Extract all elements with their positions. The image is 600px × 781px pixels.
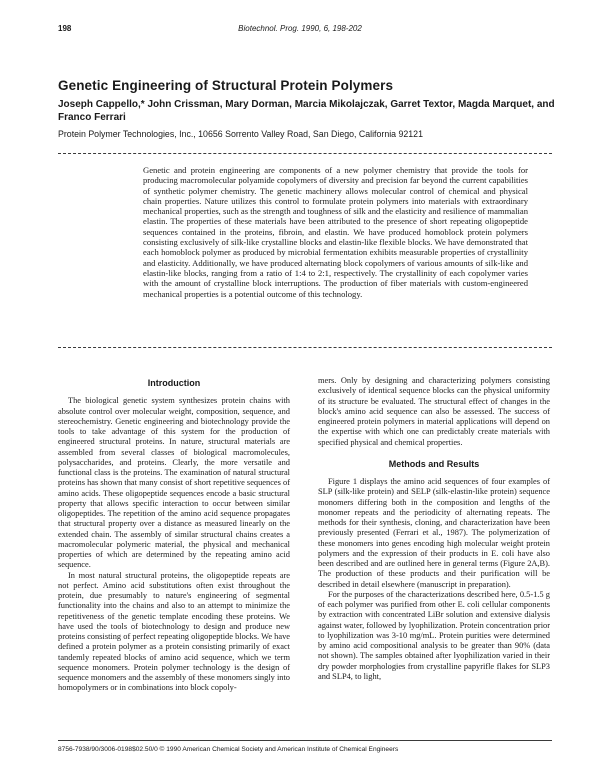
right-column <box>318 376 550 682</box>
running-head: Biotechnol. Prog. 1990, 6, 198-202 <box>238 24 362 33</box>
body-paragraph: For the purposes of the characterizations described here, 0.5-1.5 g of each polymer was purified from other E. coli cellular components by extraction with concentrated LiBr solution and extensive dialysis against water, followed by lyophilization. Protein concentration prior to lyophilization was 3-10 mg/mL. Protein purities were determined by amino acid compositional analysis to be greater than 90% (data not shown). The samples obtained after lyophilization varied in their dry powder morphologies from crystalline papyrifle flakes for SLP3 and SLP4, to light, <box>318 589 550 681</box>
section-heading-introduction: Introduction <box>147 378 201 388</box>
abstract-top-rule <box>58 153 552 154</box>
abstract-bottom-rule <box>58 347 552 348</box>
affiliation: Protein Polymer Technologies, Inc., 10656 Sorrento Valley Road, San Diego, California 92121 <box>58 129 423 139</box>
article-title: Genetic Engineering of Structural Protein Polymers <box>58 78 394 93</box>
body-paragraph: Figure 1 displays the amino acid sequences of four examples of SLP (silk-like protein) and SELP (silk-elastin-like protein) sequence monomers differing both in the composition and lengths of the monomer repeats and the periodicity of alternating repeats. The methods for their synthesis, cloning, and characterization have been previously presented (Ferrari et al., 1987). The polymerization of these monomers into genes encoding high molecular weight protein polymers and the expression of their products in E. coli have also been described and are outlined here in general terms (Figure 2A,B). The production of these products and their purification will be described in detail elsewhere (manuscript in preparation). <box>318 477 550 589</box>
section-heading-methods-and-results: Methods and Results <box>388 458 480 469</box>
footer-rule <box>58 740 552 741</box>
body-paragraph: The biological genetic system synthesizes protein chains with absolute control over molecular weight, composition, sequence, and stereochemistry. Genetic engineering and biotechnology provide the tools to take advantage of this system for the production of engineered structural proteins. In nature, structural materials are assembled from several classes of biological macromolecules, polysaccharides, and proteins. Clearly, the more versatile and functional class is the proteins. The examination of natural structural proteins has shown that many consist of short repetitive sequences of amino acids. These oligopeptide sequences encode a basic structural property that allows specific interaction to occur between similar oligopeptides. The repetition of the amino acid sequence propagates that structural property over a distance as measured linearly on the extended chain. The assembly of similar structural chains creates a macromolecular polymeric material, the physical and mechanical properties of which are determined by the repeating amino acid sequence. <box>58 396 290 570</box>
abstract: Genetic and protein engineering are components of a new polymer chemistry that provide the tools for producing macromolecular polyamide copolymers of diversity and precision far beyond the current capabilities of synthetic polymer chemistry. The genetic machinery allows molecular control of chemical and physical chain properties. Nature utilizes this control to formulate protein polymers into materials with extraordinary mechanical properties, such as the strength and toughness of silk and the elasticity and resilience of mammalian elastin. The properties of these materials have been attributed to the presence of short repeating oligopeptide sequences contained in the proteins, fibroin, and elastin. We have produced homoblock protein polymers consisting exclusively of silk-like crystalline blocks and elastin-like flexible blocks. We have demonstrated that each homoblock polymer as produced by microbial fermentation exhibits measurable properties of crystallinity and elasticity. Additionally, we have produced alternating block copolymers of various amounts of silk-like and elastin-like blocks, ranging from a ratio of 1:4 to 2:1, respectively. The crystallinity of each copolymer varies with the amount of crystalline block interruptions. The production of fiber materials with custom-engineered mechanical properties is a potential outcome of this technology. <box>143 165 528 299</box>
page-number: 198 <box>58 24 72 33</box>
body-paragraph-continued: mers. Only by designing and characterizing polymers consisting exclusively of identical sequence blocks can the physical uniformity of its structure be evaluated. The structural effect of changes in the block's amino acid sequence can also be assessed. The success of engineered protein polymers in material applications will depend on the expertise with which one can predictably create materials with specified physical and chemical properties. <box>318 376 550 447</box>
left-column <box>58 376 290 694</box>
author-list: Joseph Cappello,* John Crissman, Mary Dorman, Marcia Mikolajczak, Garret Textor, Magda Marquet, and Franco Ferrari <box>58 99 555 123</box>
body-paragraph: In most natural structural proteins, the oligopeptide repeats are not perfect. Amino acid substitutions often exist throughout the protein, due presumably to nature's engineering of segmental functionality into the chains and also to an attempt to minimize the repetitiveness of the genetic template encoding these proteins. We have used the tools of biotechnology to design and produce new proteins consisting of perfect repeating oligopeptide blocks. We have defined a protein polymer as a protein consisting primarily of exact tandemly repeated blocks of amino acid sequence, which we term sequence monomers. Protein polymer technology is the design of sequence monomers and the assembly of these monomers singly into homopolymers or in combinations into block copoly- <box>58 570 290 693</box>
copyright-footer: 8756-7938/90/3006-0198$02.50/0 © 1990 American Chemical Society and American Institute of Chemical Engineers <box>58 746 399 753</box>
